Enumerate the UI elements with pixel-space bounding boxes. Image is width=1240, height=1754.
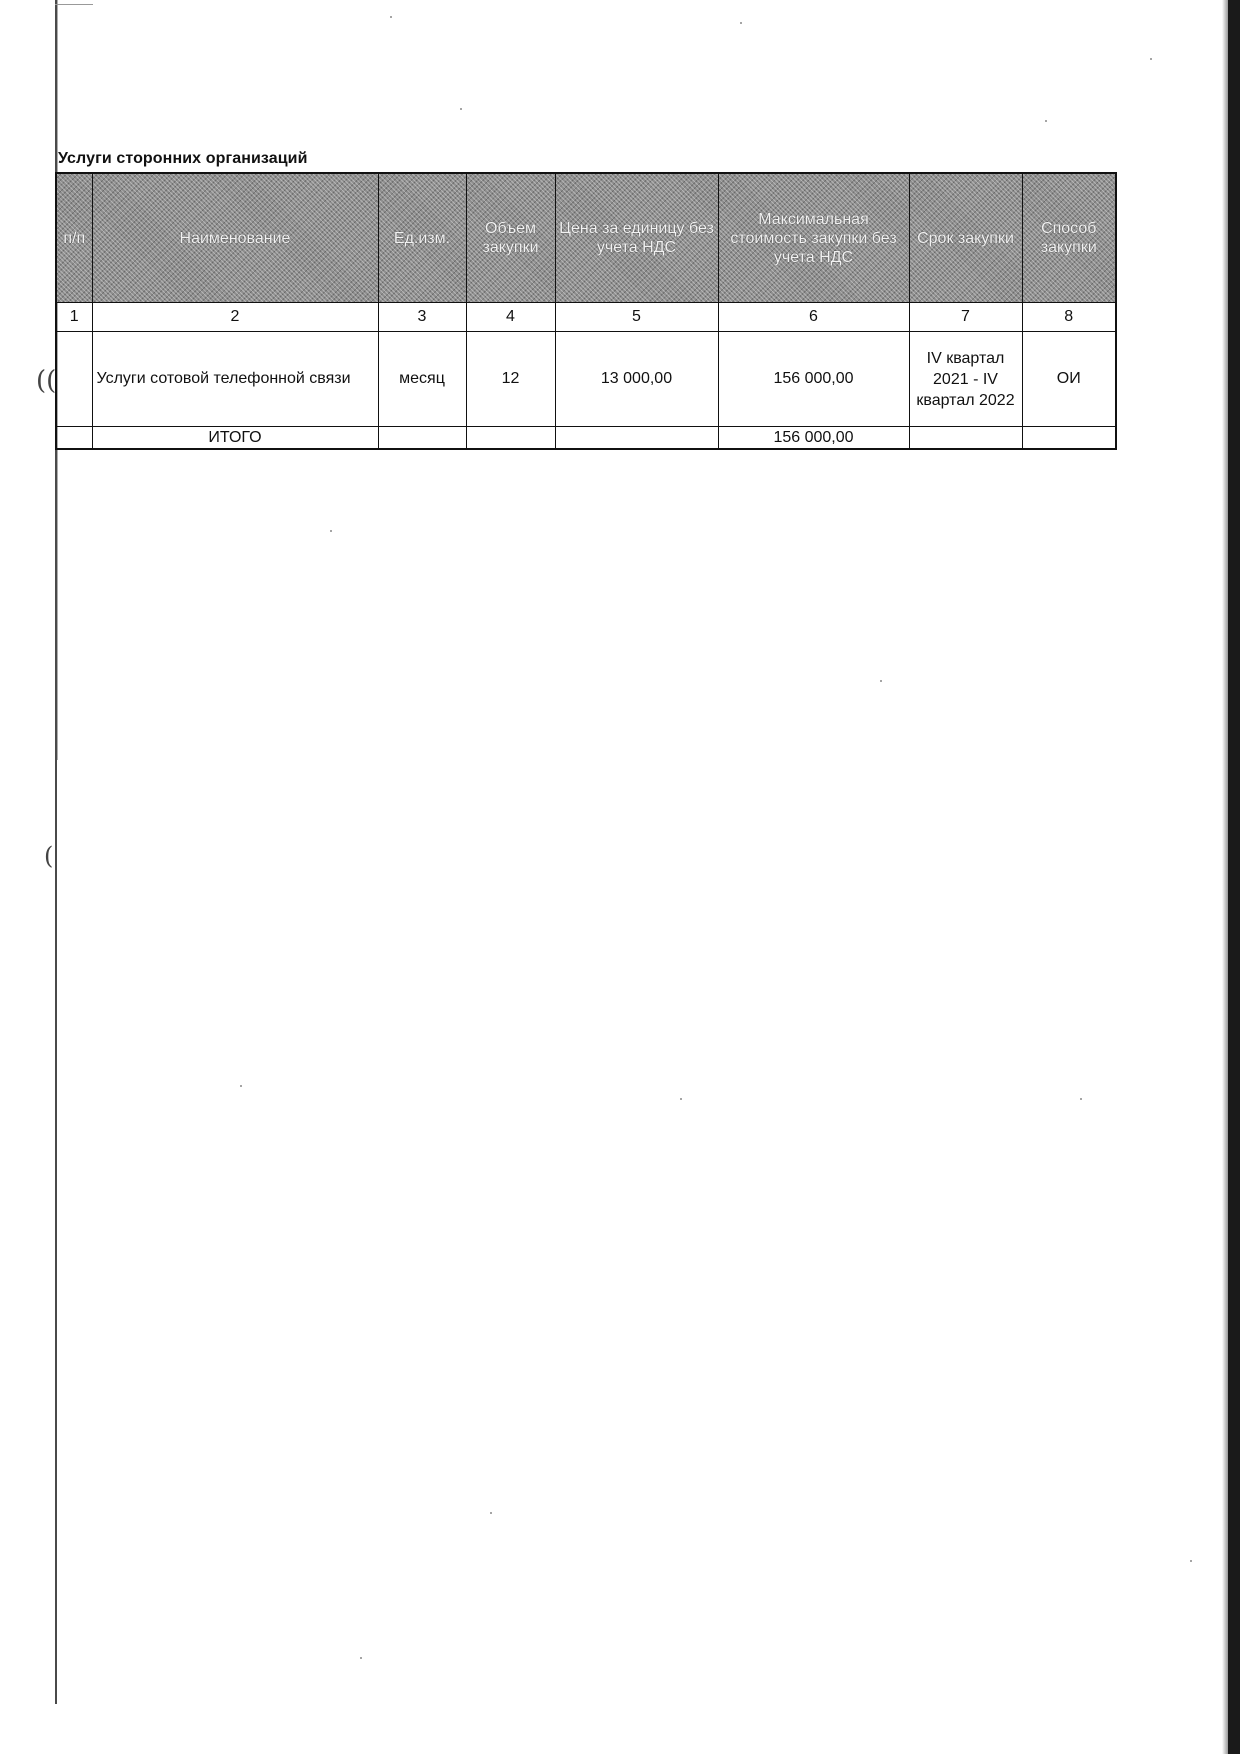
scan-speck	[1045, 120, 1047, 122]
scan-speck	[1150, 58, 1152, 60]
column-number: 4	[466, 303, 555, 332]
header-cell-unit: Ед.изм.	[378, 173, 466, 303]
scan-mark: ((	[36, 366, 57, 396]
scan-speck	[1190, 1560, 1192, 1562]
total-empty-cell	[1022, 427, 1116, 450]
column-number: 8	[1022, 303, 1116, 332]
procurement-table	[55, 172, 1117, 450]
procurement-period: IV квартал 2021 - IV квартал 2022	[909, 332, 1022, 427]
scan-speck	[390, 16, 392, 18]
scan-speck	[330, 530, 332, 532]
total-empty-cell	[56, 427, 92, 450]
column-number: 6	[718, 303, 909, 332]
scan-speck	[460, 108, 462, 110]
total-empty-cell	[555, 427, 718, 450]
header-cell-method: Способ закупки	[1022, 173, 1116, 303]
column-number-row	[56, 303, 1116, 332]
table-header-row	[56, 173, 1116, 303]
header-cell-max-cost: Максимальная стоимость закупки без учета НДС	[718, 173, 909, 303]
scan-speck	[880, 680, 882, 682]
row-index	[56, 332, 92, 427]
scan-speck	[1080, 1098, 1082, 1100]
scan-top-tick	[55, 4, 93, 5]
total-label: ИТОГО	[92, 427, 378, 450]
table-row	[56, 332, 1116, 427]
total-value: 156 000,00	[718, 427, 909, 450]
total-empty-cell	[909, 427, 1022, 450]
scan-speck	[490, 1512, 492, 1514]
column-number: 5	[555, 303, 718, 332]
scan-mark: (	[44, 842, 54, 870]
header-cell-quantity: Объем закупки	[466, 173, 555, 303]
scan-right-border	[1228, 0, 1240, 1754]
column-number: 1	[56, 303, 92, 332]
section-title: Услуги сторонних организаций	[58, 150, 308, 167]
max-cost: 156 000,00	[718, 332, 909, 427]
header-cell-period: Срок закупки	[909, 173, 1022, 303]
unit-price: 13 000,00	[555, 332, 718, 427]
scan-speck	[740, 22, 742, 24]
scan-speck	[360, 1657, 362, 1659]
procurement-method: ОИ	[1022, 332, 1116, 427]
header-cell-index: п/п	[56, 173, 92, 303]
quantity: 12	[466, 332, 555, 427]
header-cell-unit-price: Цена за единицу без учета НДС	[555, 173, 718, 303]
column-number: 2	[92, 303, 378, 332]
unit: месяц	[378, 332, 466, 427]
total-empty-cell	[378, 427, 466, 450]
total-empty-cell	[466, 427, 555, 450]
column-number: 7	[909, 303, 1022, 332]
scan-speck	[680, 1098, 682, 1100]
column-number: 3	[378, 303, 466, 332]
header-cell-name: Наименование	[92, 173, 378, 303]
scan-speck	[240, 1085, 242, 1087]
service-name: Услуги сотовой телефонной связи	[92, 332, 378, 427]
total-row	[56, 427, 1116, 450]
